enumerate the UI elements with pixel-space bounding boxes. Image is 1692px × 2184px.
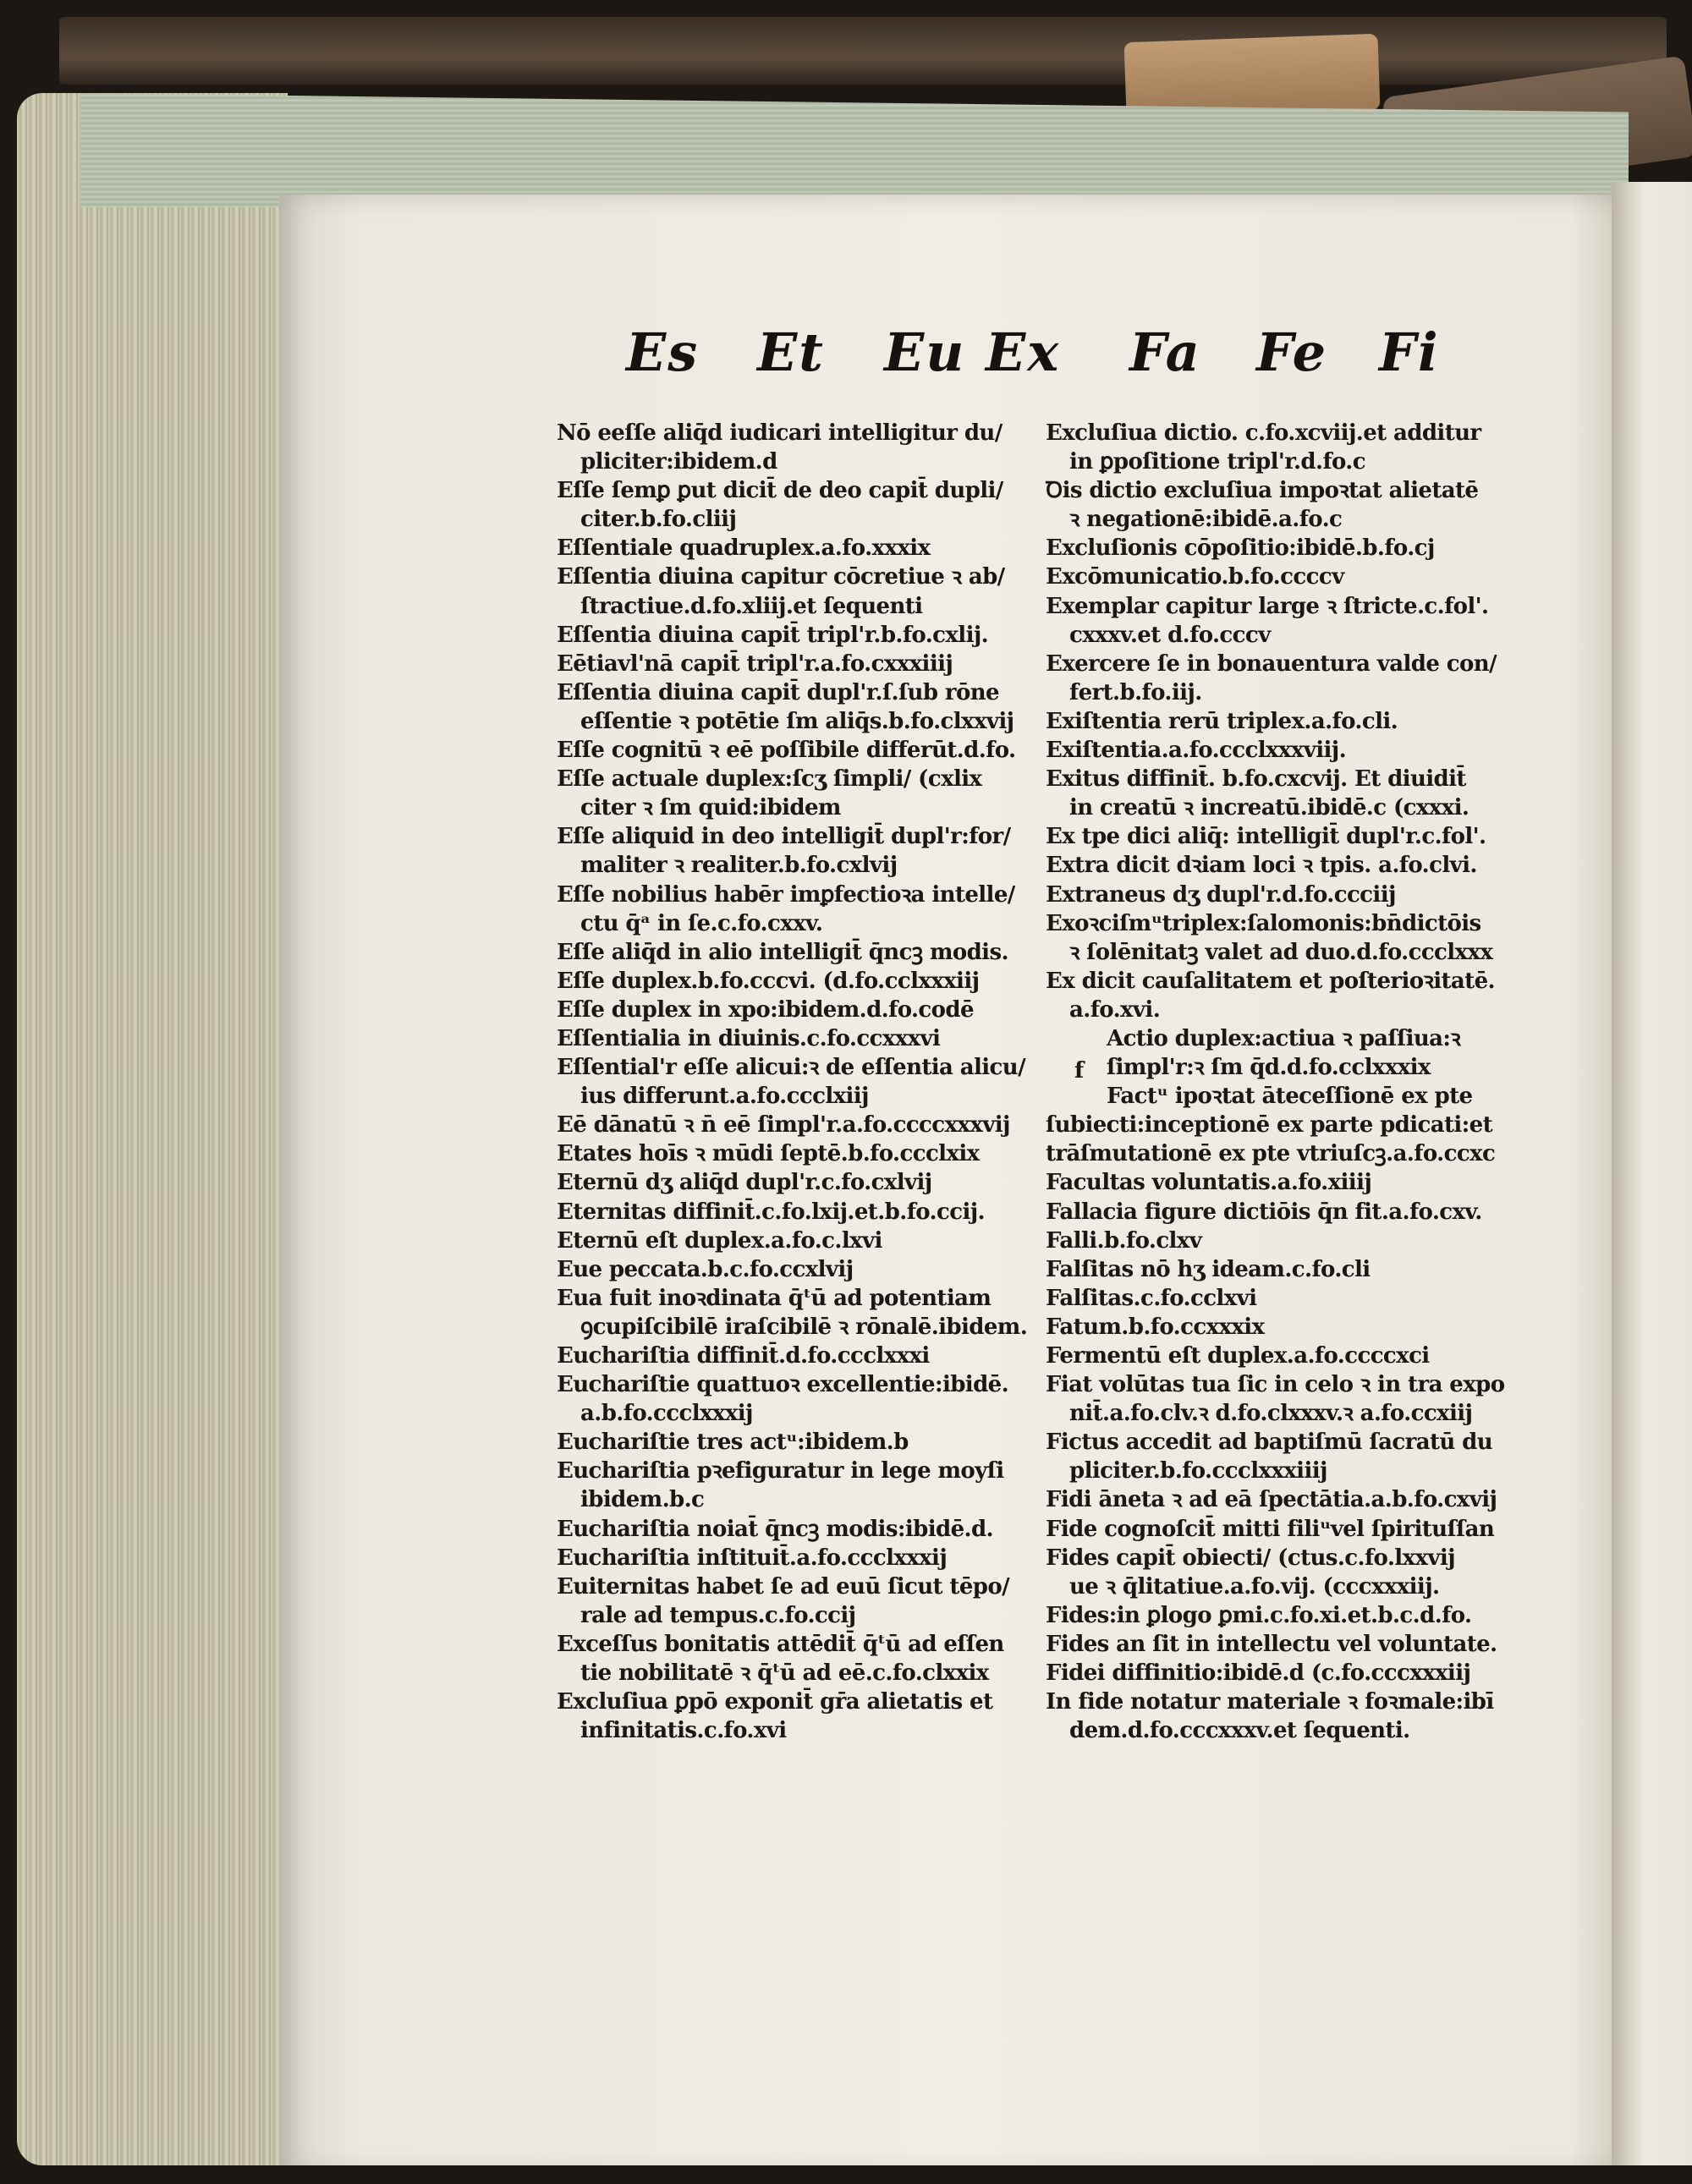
index-entry-line: Eſſentia diuina capitur cōcretiue ꝛ ab/ [557, 564, 1005, 590]
index-entry-line: infinitatis.c.fo.xvi [580, 1718, 787, 1744]
index-entry-line: rale ad tempus.c.fo.ccij [580, 1602, 856, 1628]
index-entry-line: Ex dicit cauſalitatem et poſterioꝛitatē. [1046, 968, 1495, 994]
index-entry-line: Eua fuit inoꝛdinata q̄ᵗū ad potentiam [557, 1285, 992, 1311]
index-entry-line: Fatum.b.fo.ccxxxix [1046, 1314, 1265, 1340]
index-entry-line: ꝛ negationē:ibidē.a.fo.c [1069, 507, 1343, 533]
facing-page-gutter [1612, 182, 1692, 2178]
index-entry-line: Exercere ſe in bonauentura valde con/ [1046, 650, 1497, 677]
index-entry-line: Eue peccata.b.c.fo.ccxlvij [557, 1256, 854, 1282]
index-entry-line: Fermentū eſt duplex.a.fo.ccccxci [1046, 1343, 1430, 1369]
index-entry-line: Extraneus dʒ dupl'r.d.fo.ccciij [1046, 881, 1396, 908]
index-entry-line: Exceſſus bonitatis attēdit̄ q̄ᵗū ad eſſen [557, 1631, 1004, 1657]
index-entry-line: Eſſe aliq̄d in alio intelligit̄ q̄ncꝫ modis. [557, 939, 1008, 965]
index-entry-line: citer ꝛ ſm quid:ibidem [580, 795, 841, 821]
index-column-left [557, 419, 1030, 1745]
index-entry-line: Factᵘ ipoꝛtat āteceſſionē ex pte [1107, 1084, 1473, 1110]
index-entry-line: maliter ꝛ realiter.b.fo.cxlvij [580, 853, 898, 879]
running-head: Ex [986, 321, 1061, 383]
index-entry-line: Eſſential'r eſſe alicui:ꝛ de eſſentia alicu/ [557, 1055, 1025, 1081]
index-entry-line: Eſſe nobilius habēr imꝑfectioꝛa intelle/ [557, 881, 1015, 908]
index-entry-line: Eſſe aliquid in deo intelligit̄ dupl'r:for/ [557, 824, 1011, 850]
index-entry-line: ꝯcupiſcibilē iraſcibilē ꝛ rōnalē.ibidem. [580, 1314, 1028, 1340]
running-heads [626, 321, 1489, 414]
index-entry-line: fert.b.fo.iij. [1069, 679, 1202, 705]
index-entry-line: Actio duplex:actiua ꝛ paſſiua:ꝛ [1107, 1025, 1461, 1051]
index-entry-line: dem.d.fo.cccxxxv.et ſequenti. [1069, 1718, 1410, 1744]
index-entry-line: ibidem.b.c [580, 1487, 705, 1513]
index-entry-line: Eſſe duplex.b.fo.cccvi. (d.fo.cclxxxiij [557, 968, 980, 994]
index-entry-line: Fidi āneta ꝛ ad eā ſpectātia.a.b.fo.cxvij [1046, 1487, 1497, 1513]
index-entry-line: Fallacia figure dictiōis q̄n fit.a.fo.cxv. [1046, 1199, 1482, 1225]
index-entry-line: Euchariſtie quattuoꝛ excellentie:ibidē. [557, 1372, 1009, 1398]
index-entry-line: Eſſentiale quadruplex.a.fo.xxxix [557, 535, 931, 562]
index-entry-line: cxxxv.et d.fo.cccv [1069, 622, 1271, 648]
index-entry-line: Exiſtentia.a.fo.ccclxxxviij. [1046, 738, 1347, 764]
running-head: Es [626, 321, 700, 383]
index-entry-line: Euchariſtia inſtituit̄.a.fo.ccclxxxij [557, 1545, 948, 1571]
index-entry-line: Ꝺis dictio excluſiua impoꝛtat alietatē [1046, 478, 1479, 504]
running-head: Et [757, 321, 825, 383]
index-entry-line: Exemplar capitur large ꝛ ſtricte.c.fol'. [1046, 593, 1489, 619]
index-entry-line: Eternū dʒ aliq̄d dupl'r.c.fo.cxlvij [557, 1170, 932, 1196]
index-entry-line: Falli.b.fo.clxv [1046, 1227, 1202, 1254]
index-entry-line: Falſitas nō hʒ ideam.c.fo.cli [1046, 1256, 1371, 1282]
index-entry-line: Eſſe cognitū ꝛ eē poſſibile differūt.d.fo. [557, 738, 1016, 764]
index-entry-line: Eētiavl'nā capit̄ tripl'r.a.fo.cxxxiiij [557, 650, 953, 677]
index-entry-line: Etates hoīs ꝛ mūdi ſeptē.b.fo.ccclxix [557, 1141, 980, 1167]
index-entry-line: ue ꝛ q̄litatiue.a.fo.vij. (cccxxxiij. [1069, 1573, 1440, 1600]
index-entry-line: nit̄.a.fo.clv.ꝛ d.fo.clxxxv.ꝛ a.fo.ccxiij [1069, 1401, 1473, 1427]
index-entry-line: ctu q̄ᵃ in ſe.c.fo.cxxv. [580, 910, 823, 936]
index-entry-line: Fides:in ꝑlogo ꝑmi.c.fo.xi.et.b.c.d.fo. [1046, 1602, 1472, 1628]
margin-letter: f [1074, 1058, 1085, 1084]
running-head: Fe [1256, 321, 1328, 383]
index-entry-line: in ꝑpoſitione tripl'r.d.fo.c [1069, 449, 1365, 475]
index-entry-line: ius differunt.a.fo.ccclxiij [580, 1084, 869, 1110]
index-entry-line: Eſſentialia in diuinis.c.fo.ccxxxvi [557, 1025, 941, 1051]
index-entry-line: Eſſe actuale duplex:ſcʒ ſimpli/ (cxlix [557, 766, 982, 793]
index-entry-line: a.b.fo.ccclxxxij [580, 1401, 753, 1427]
index-entry-line: Euchariſtia noiat̄ q̄ncꝫ modis:ibidē.d. [557, 1516, 994, 1542]
index-entry-line: Eternū eſt duplex.a.fo.c.lxvi [557, 1227, 882, 1254]
running-head: Fi [1379, 321, 1440, 383]
index-entry-line: trāſmutationē ex pte vtriuſcꝫ.a.fo.ccxc [1046, 1141, 1496, 1167]
index-entry-line: Fiat volūtas tua ſic in celo ꝛ in tra expo [1046, 1372, 1505, 1398]
index-entry-line: Eē dānatū ꝛ n̄ eē ſimpl'r.a.fo.ccccxxxvij [557, 1112, 1010, 1139]
index-entry-line: Euiternitas habet ſe ad euū ſicut tēpo/ [557, 1573, 1009, 1600]
index-entry-line: Exiſtentia rerū triplex.a.fo.cli. [1046, 708, 1398, 734]
index-entry-line: Excluſiua ꝑpō exponit̄ gr̄a alietatis et [557, 1689, 993, 1715]
index-entry-line: Exitus diffinit̄. b.fo.cxcvij. Et diuidit̄ [1046, 766, 1466, 793]
index-entry-line: a.fo.xvi. [1069, 996, 1161, 1023]
index-entry-line: Fides capit̄ obiecti/ (ctus.c.fo.lxxvij [1046, 1545, 1455, 1571]
index-entry-line: Eſſe ſemꝑ ꝑut dicit̄ de deo capit̄ dupli/ [557, 478, 1003, 504]
index-entry-line: Eſſentia diuina capit̄ dupl'r.ſ.ſub rōne [557, 679, 999, 705]
index-entry-line: Eſſentia diuina capit̄ tripl'r.b.fo.cxlij. [557, 622, 989, 648]
index-entry-line: Fidei diffinitio:ibidē.d (c.fo.cccxxxiij [1046, 1660, 1471, 1687]
index-entry-line: Excōmunicatio.b.fo.ccccv [1046, 564, 1344, 590]
index-entry-line: Falſitas.c.fo.cclxvi [1046, 1285, 1257, 1311]
index-entry-line: citer.b.fo.cliij [580, 507, 737, 533]
index-entry-line: pliciter.b.fo.ccclxxxiiij [1069, 1458, 1327, 1484]
index-entry-line: Fide cognoſcit̄ mitti filiᵘvel ſpirituſſan [1046, 1516, 1495, 1542]
index-entry-line: Euchariſtia diffinit̄.d.fo.ccclxxxi [557, 1343, 930, 1369]
index-entry-line: Fictus accedit ad baptiſmū ſacratū du [1046, 1429, 1493, 1456]
index-entry-line: ſubiecti:inceptionē ex parte pdicati:et [1046, 1112, 1493, 1139]
index-entry-line: Eternitas diffinit̄.c.fo.lxij.et.b.fo.ccij. [557, 1199, 986, 1225]
book-cover-board [59, 17, 1667, 85]
index-entry-line: eſſentie ꝛ potētie ſm aliq̄s.b.fo.clxxvij [580, 708, 1014, 734]
index-entry-line: Extra dicit dꝛiam loci ꝛ tpis. a.fo.clvi. [1046, 853, 1477, 879]
index-entry-line: Excluſionis cōpoſitio:ibidē.b.fo.cj [1046, 535, 1435, 562]
index-column-right [1046, 419, 1519, 1745]
index-entry-line: tie nobilitatē ꝛ q̄ᵗū ad eē.c.fo.clxxix [580, 1660, 989, 1687]
index-entry-line: In fide notatur materiale ꝛ foꝛmale:ibī [1046, 1689, 1494, 1715]
index-entry-line: Facultas voluntatis.a.fo.xiiij [1046, 1170, 1372, 1196]
index-entry-line: Euchariſtia pꝛefiguratur in lege moyſi [557, 1458, 1004, 1484]
index-entry-line: pliciter:ibidem.d [580, 449, 777, 475]
index-entry-line: ſimpl'r:ꝛ ſm q̄d.d.fo.cclxxxix [1107, 1055, 1431, 1081]
index-entry-line: ſtractiue.d.fo.xliij.et ſequenti [580, 593, 923, 619]
index-entry-line: Euchariſtie tres actᵘ:ibidem.b [557, 1429, 909, 1456]
index-entry-line: ꝛ ſolēnitatꝫ valet ad duo.d.fo.ccclxxx [1069, 939, 1493, 965]
bottom-shadow [0, 2165, 1692, 2184]
index-entry-line: Ex tpe dici aliq̄: intelligit̄ dupl'r.c.fol'. [1046, 824, 1486, 850]
running-head: Eu [884, 321, 966, 383]
clasp-strap [1124, 34, 1381, 118]
index-entry-line: Nō eeſſe aliq̄d iudicari intelligitur du/ [557, 420, 1003, 446]
index-entry-line: Excluſiua dictio. c.fo.xcviij.et additur [1046, 420, 1481, 446]
index-entry-line: Exoꝛciſmᵘtriplex:ſalomonis:bn̄dictōis [1046, 910, 1481, 936]
running-head: Fa [1129, 321, 1201, 383]
index-entry-line: Eſſe duplex in xpo:ibidem.d.fo.codē [557, 996, 974, 1023]
index-entry-line: Fides an ſit in intellectu vel voluntate. [1046, 1631, 1497, 1657]
index-entry-line: in creatū ꝛ increatū.ibidē.c (cxxxi. [1069, 795, 1470, 821]
page-edges-left [17, 93, 288, 2165]
